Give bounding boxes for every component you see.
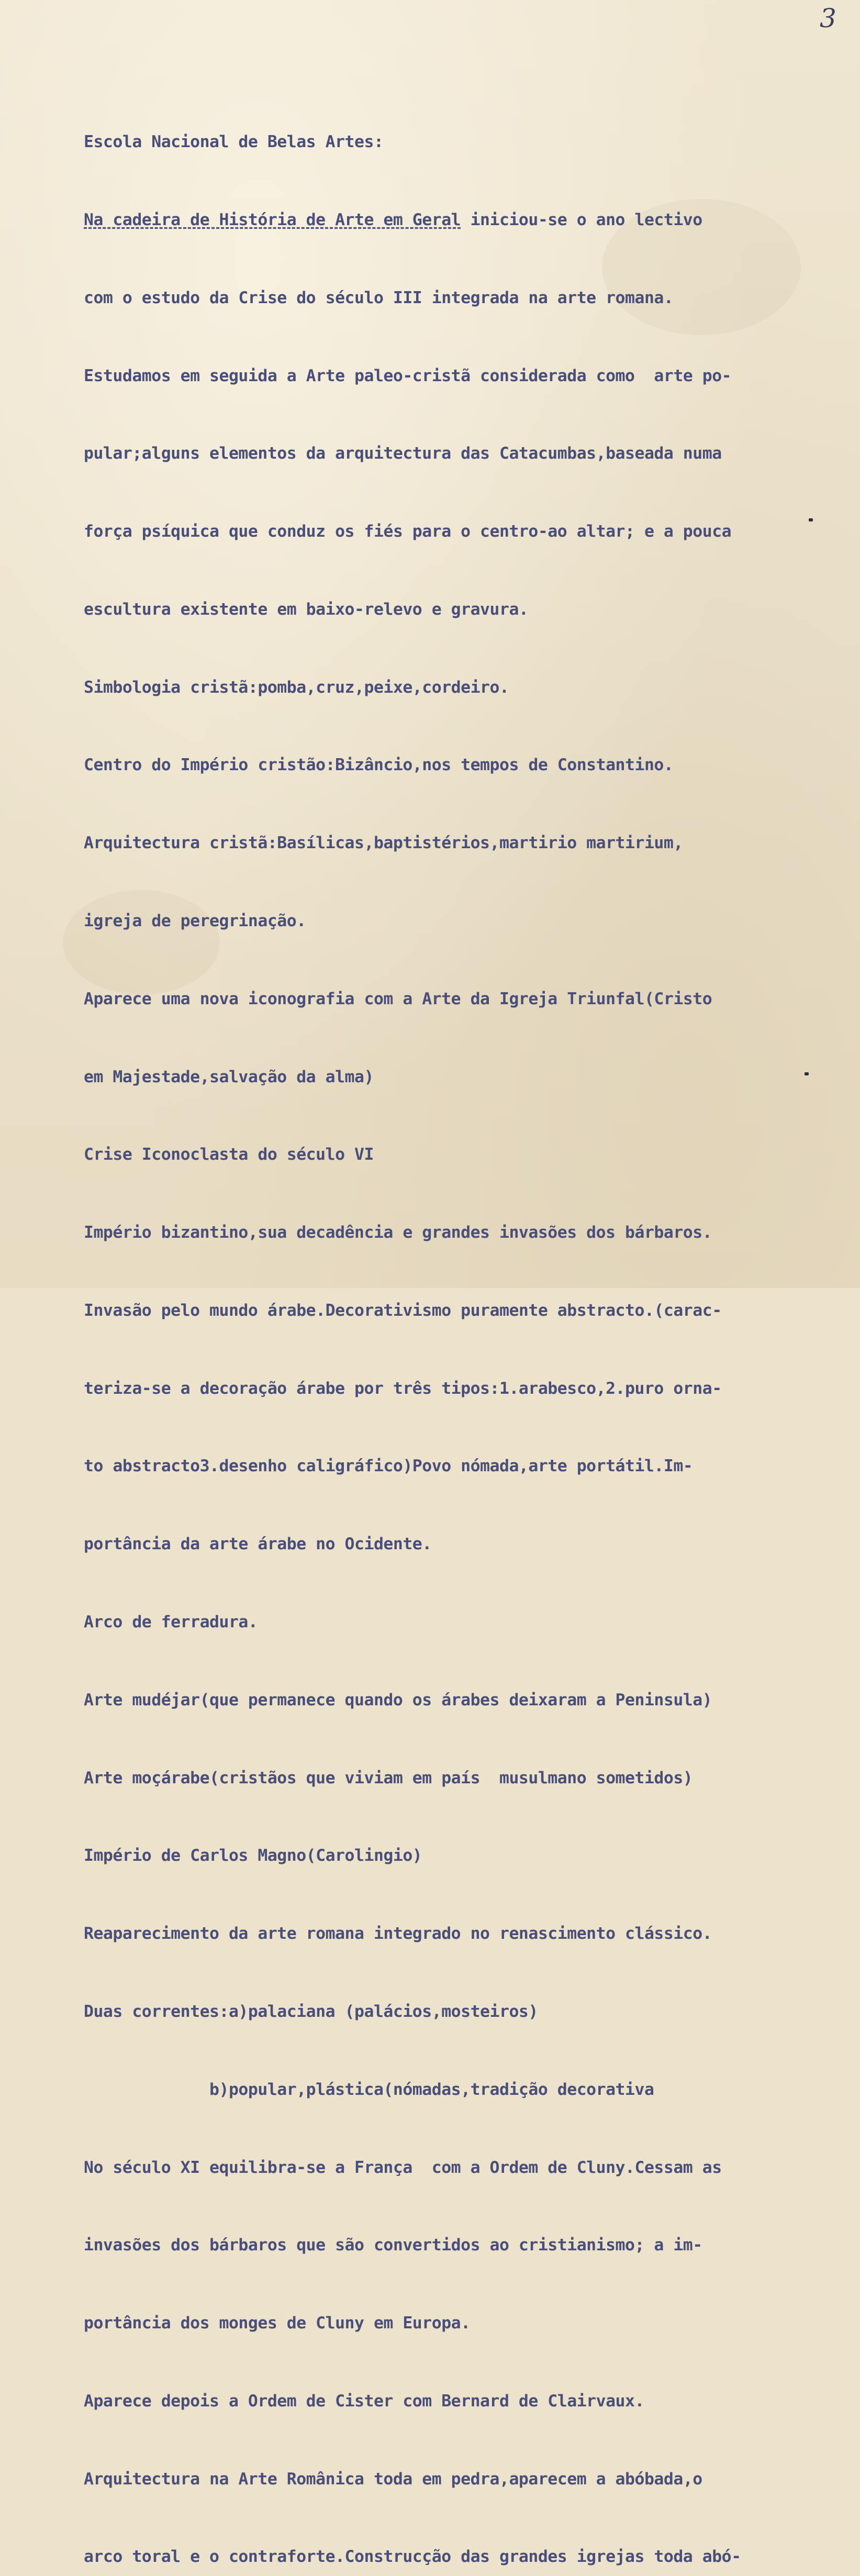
text-line: portância dos monges de Cluny em Europa. <box>84 2314 471 2333</box>
text-line: portância da arte árabe no Ocidente. <box>84 1535 432 1554</box>
text-line: to abstracto3.desenho caligráfico)Povo nómada,arte portátil.Im- <box>84 1457 693 1476</box>
text-line: Escola Nacional de Belas Artes: <box>84 132 384 152</box>
underlined-heading: Na cadeira de História de Arte em Geral <box>84 210 461 229</box>
text-line <box>84 207 817 234</box>
text-line: Crise Iconoclasta do século VI <box>84 1145 374 1164</box>
text-line: igreja de peregrinação. <box>84 912 306 930</box>
text-line: escultura existente em baixo-relevo e gravura. <box>84 599 529 619</box>
text-line: Arte mudéjar(que permanece quando os árabes deixaram a Peninsula) <box>84 1690 712 1709</box>
text-line: Aparece uma nova iconografia com a Arte da Igreja Triunfal(Cristo <box>84 989 712 1008</box>
text-line: Império bizantino,sua decadência e grandes invasões dos bárbaros. <box>84 1223 712 1242</box>
text-line: Centro do Império cristão:Bizâncio,nos tempos de Constantino. <box>84 756 674 775</box>
text-line: Arco de ferradura. <box>84 1613 258 1632</box>
text-line: b)popular,plástica(nómadas,tradição decorativa <box>84 2080 654 2099</box>
text-line: Arquitectura cristã:Basílicas,baptistérios,martirio martirium, <box>84 834 683 853</box>
text-line: Arquitectura na Arte Românica toda em pedra,aparecem a abóbada,o <box>84 2469 702 2489</box>
text-line: invasões dos bárbaros que são convertidos ao cristianismo; a im- <box>84 2236 702 2255</box>
text-line: Império de Carlos Magno(Carolingio) <box>84 1846 422 1866</box>
text-line: Reaparecimento da arte romana integrado no renascimento clássico. <box>84 1924 712 1944</box>
text-line: com o estudo da Crise do século III integrada na arte romana. <box>84 288 674 307</box>
typed-text-body <box>84 77 817 2576</box>
text-line: teriza-se a decoração árabe por três tipos:1.arabesco,2.puro orna- <box>84 1379 722 1398</box>
text-line: Estudamos em seguida a Arte paleo-cristã considerada como arte po- <box>84 366 732 385</box>
text-line: arco toral e o contraforte.Construcção das grandes igrejas toda abó- <box>84 2547 741 2567</box>
text-line: em Majestade,salvação da alma) <box>84 1067 374 1086</box>
text-line: Aparece depois a Ordem de Cister com Bernard de Clairvaux. <box>84 2391 644 2411</box>
ink-mark <box>809 518 813 521</box>
text-line: pular;alguns elementos da arquitectura das Catacumbas,baseada numa <box>84 444 722 463</box>
text-line-suffix: iniciou-se o ano lectivo <box>461 210 702 229</box>
text-line: força psíquica que conduz os fiés para o centro-ao altar; e a pouca <box>84 522 732 541</box>
text-line: Simbologia cristã:pomba,cruz,peixe,cordeiro. <box>84 678 509 697</box>
ink-mark <box>805 1072 809 1075</box>
text-line: Duas correntes:a)palaciana (palácios,mosteiros) <box>84 2002 538 2021</box>
text-line: No século XI equilibra-se a França com a Ordem de Cluny.Cessam as <box>84 2158 722 2177</box>
page-number: 3 <box>820 3 836 34</box>
text-line: Arte moçárabe(cristãos que viviam em país musulmano sometidos) <box>84 1768 693 1787</box>
text-line: Invasão pelo mundo árabe.Decorativismo puramente abstracto.(carac- <box>84 1301 722 1320</box>
